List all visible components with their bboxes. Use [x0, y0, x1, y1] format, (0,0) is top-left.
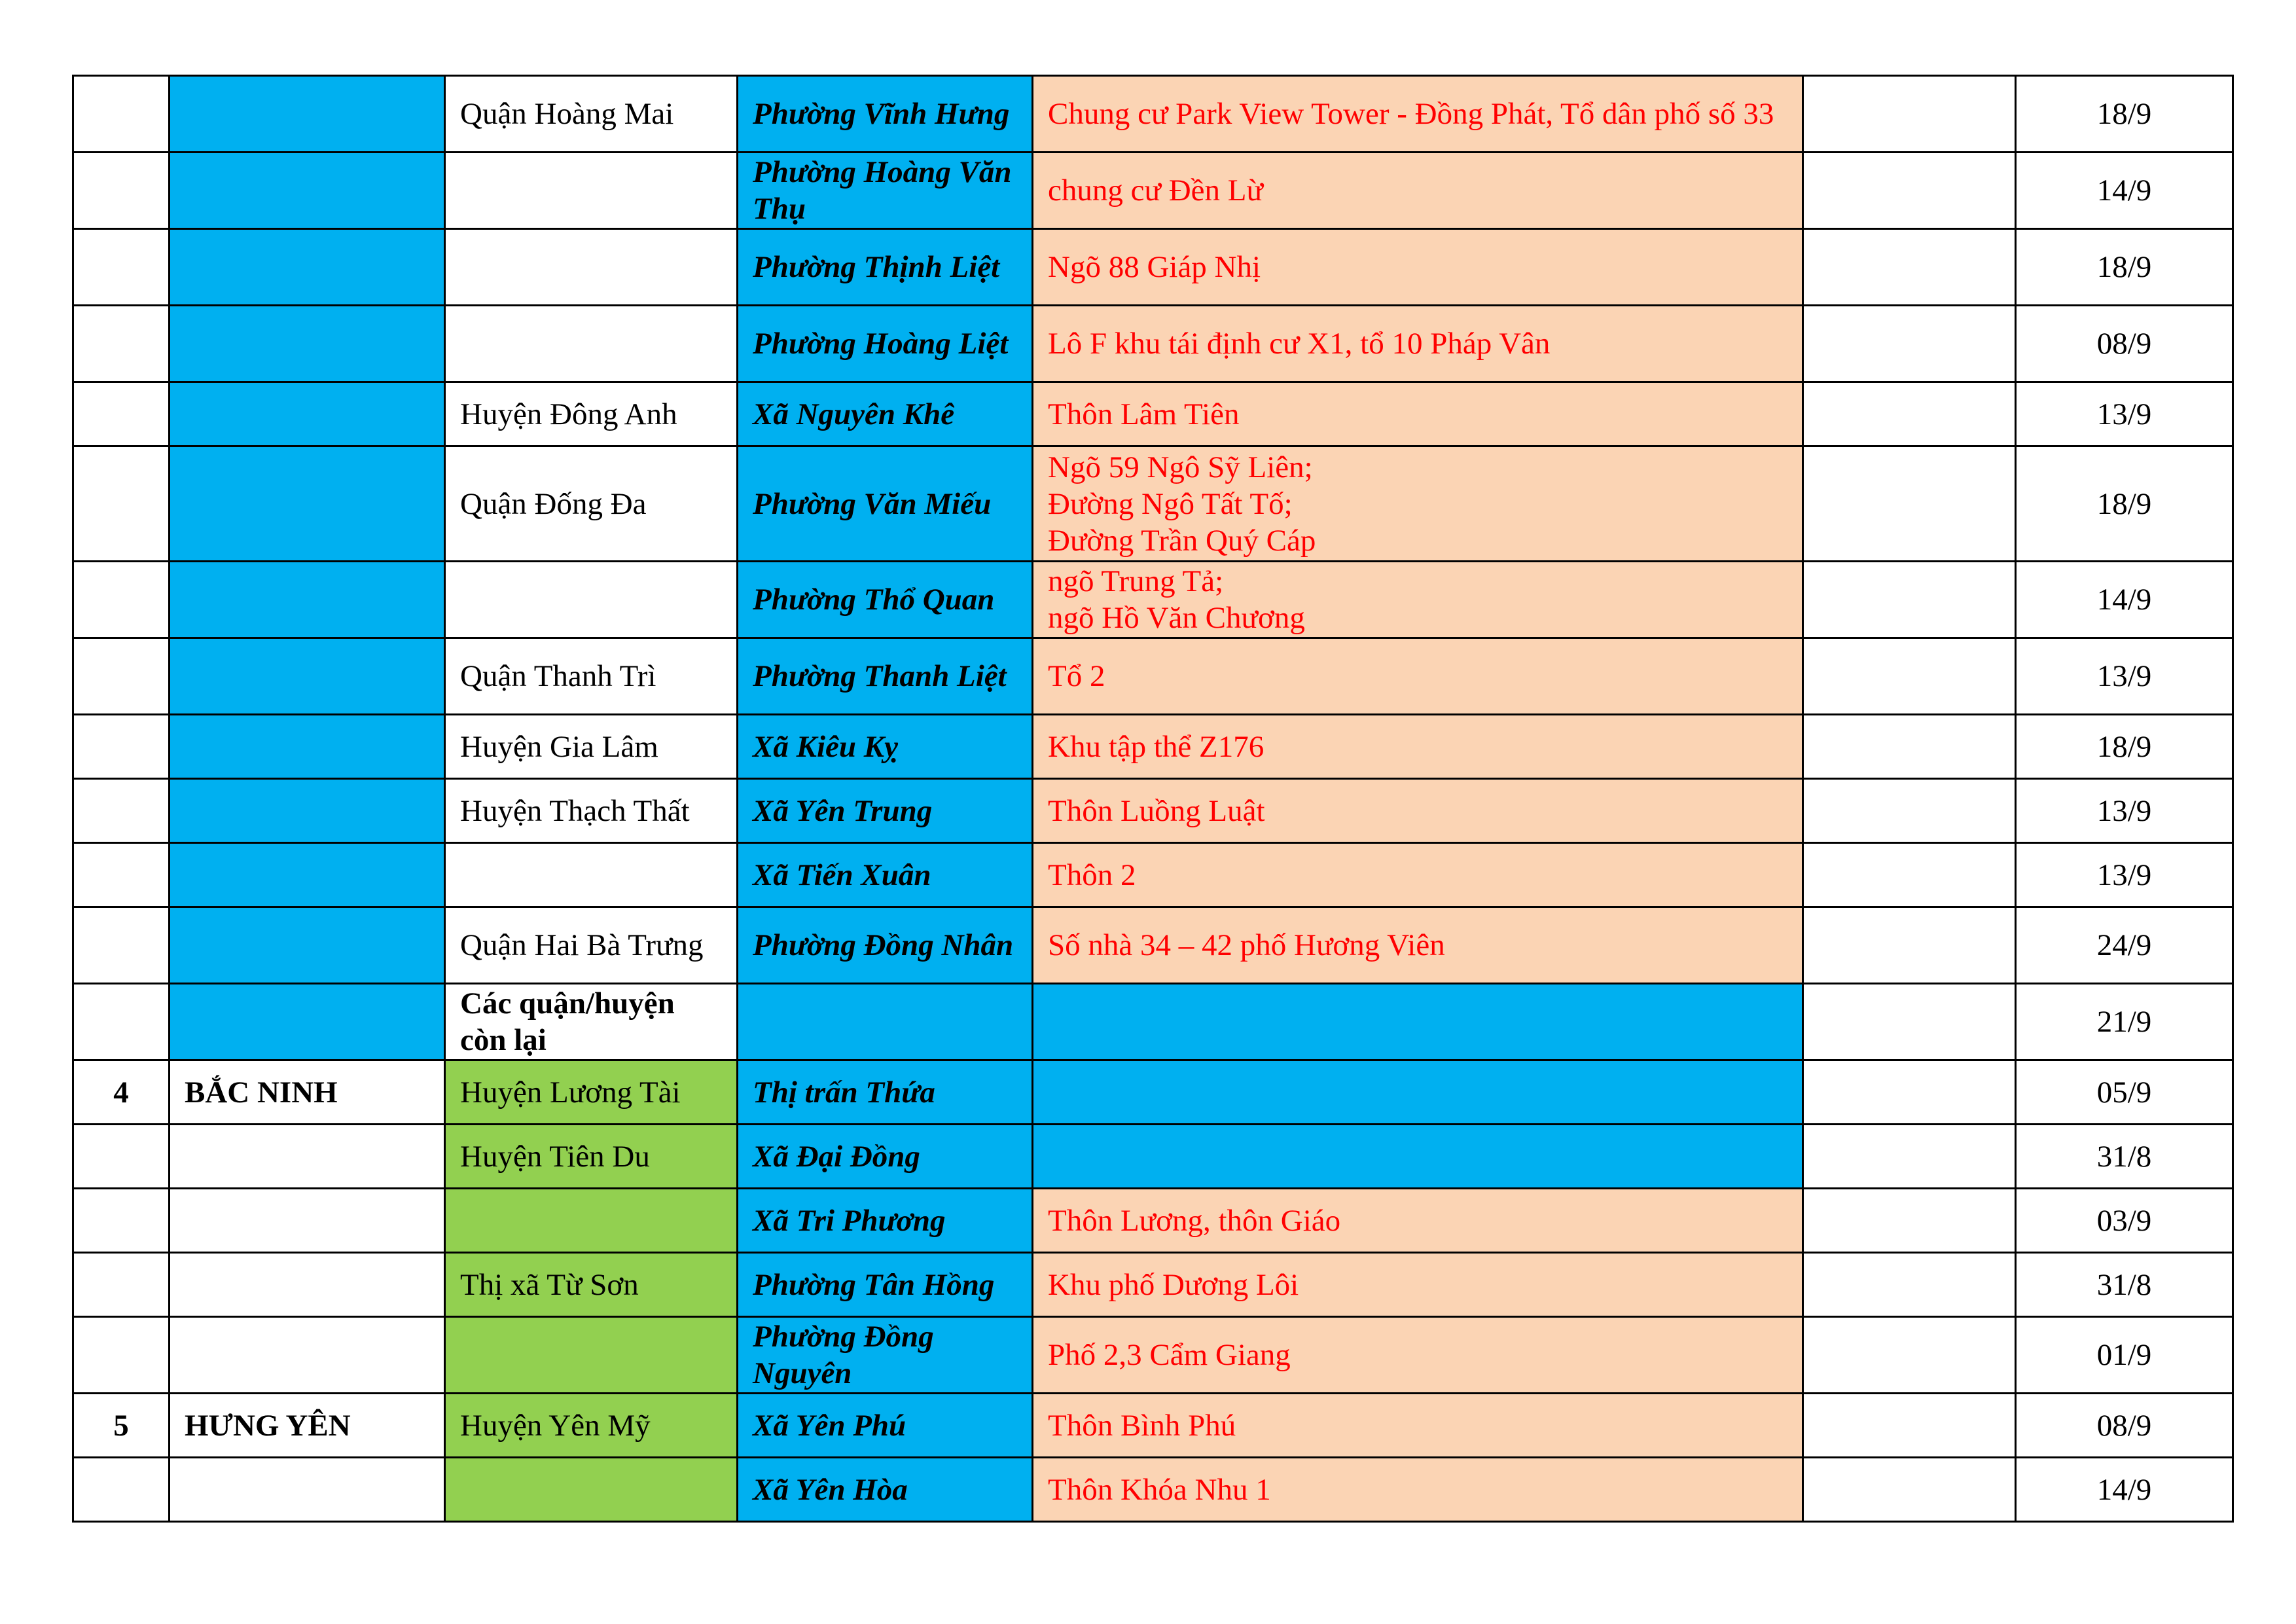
cell-stt [73, 306, 170, 382]
cell-province [170, 153, 445, 229]
cell-stt [73, 638, 170, 715]
cell-area: Số nhà 34 – 42 phố Hương Viên [1033, 907, 1803, 984]
cell-ward: Phường Thổ Quan [738, 562, 1033, 638]
cell-district [445, 306, 738, 382]
cell-empty [1803, 984, 2016, 1060]
cell-ward: Phường Thịnh Liệt [738, 229, 1033, 306]
table-row [73, 843, 2233, 907]
cell-area [1033, 984, 1803, 1060]
cell-area: Tổ 2 [1033, 638, 1803, 715]
cell-stt [73, 1125, 170, 1189]
cell-stt [73, 382, 170, 446]
cell-district: Các quận/huyện còn lại [445, 984, 738, 1060]
cell-empty [1803, 1060, 2016, 1125]
cell-district: Huyện Yên Mỹ [445, 1394, 738, 1458]
cell-province [170, 562, 445, 638]
cell-province [170, 1458, 445, 1522]
cell-date: 31/8 [2016, 1125, 2233, 1189]
table-row [73, 306, 2233, 382]
cell-stt [73, 76, 170, 153]
table-row [73, 984, 2233, 1060]
cell-ward: Thị trấn Thứa [738, 1060, 1033, 1125]
cell-district [445, 153, 738, 229]
table-row [73, 1317, 2233, 1394]
cell-stt [73, 1189, 170, 1253]
table-row [73, 638, 2233, 715]
table-row [73, 76, 2233, 153]
cell-area: Ngõ 59 Ngô Sỹ Liên; Đường Ngô Tất Tố; Đường Trần Quý Cáp [1033, 446, 1803, 562]
cell-date: 14/9 [2016, 1458, 2233, 1522]
cell-empty [1803, 76, 2016, 153]
cell-district [445, 1458, 738, 1522]
cell-province [170, 382, 445, 446]
cell-stt [73, 562, 170, 638]
cell-district: Thị xã Từ Sơn [445, 1253, 738, 1317]
cell-date: 18/9 [2016, 715, 2233, 779]
table-row [73, 1125, 2233, 1189]
cell-district [445, 229, 738, 306]
cell-date: 01/9 [2016, 1317, 2233, 1394]
cell-empty [1803, 715, 2016, 779]
cell-district [445, 843, 738, 907]
cell-date: 14/9 [2016, 153, 2233, 229]
cell-stt [73, 715, 170, 779]
table-row [73, 1060, 2233, 1125]
cell-ward: Xã Yên Trung [738, 779, 1033, 843]
cell-province [170, 715, 445, 779]
cell-empty [1803, 1125, 2016, 1189]
cell-area: Lô F khu tái định cư X1, tổ 10 Pháp Vân [1033, 306, 1803, 382]
cell-stt: 4 [73, 1060, 170, 1125]
table-row [73, 1189, 2233, 1253]
cell-stt [73, 229, 170, 306]
cell-district: Huyện Đông Anh [445, 382, 738, 446]
cell-area [1033, 1125, 1803, 1189]
cell-district [445, 562, 738, 638]
cell-empty [1803, 1189, 2016, 1253]
cell-stt [73, 843, 170, 907]
cell-date: 13/9 [2016, 843, 2233, 907]
cell-ward: Phường Hoàng Văn Thụ [738, 153, 1033, 229]
cell-ward: Phường Vĩnh Hưng [738, 76, 1033, 153]
cell-province [170, 1189, 445, 1253]
cell-ward: Xã Yên Hòa [738, 1458, 1033, 1522]
cell-stt [73, 779, 170, 843]
cell-empty [1803, 382, 2016, 446]
cell-date: 18/9 [2016, 446, 2233, 562]
cell-province [170, 306, 445, 382]
cell-district: Quận Hoàng Mai [445, 76, 738, 153]
cell-ward: Phường Đồng Nguyên [738, 1317, 1033, 1394]
cell-district: Huyện Tiên Du [445, 1125, 738, 1189]
table-row [73, 1458, 2233, 1522]
cell-ward: Phường Tân Hồng [738, 1253, 1033, 1317]
cell-province [170, 779, 445, 843]
table-row [73, 779, 2233, 843]
cell-empty [1803, 1458, 2016, 1522]
cell-empty [1803, 843, 2016, 907]
table-row [73, 153, 2233, 229]
cell-date: 21/9 [2016, 984, 2233, 1060]
cell-date: 18/9 [2016, 76, 2233, 153]
cell-stt [73, 446, 170, 562]
cell-empty [1803, 1317, 2016, 1394]
cell-ward: Phường Văn Miếu [738, 446, 1033, 562]
cell-district: Quận Đống Đa [445, 446, 738, 562]
cell-province: HƯNG YÊN [170, 1394, 445, 1458]
cell-area: Thôn Lương, thôn Giáo [1033, 1189, 1803, 1253]
cell-date: 05/9 [2016, 1060, 2233, 1125]
cell-district: Huyện Lương Tài [445, 1060, 738, 1125]
cell-province [170, 843, 445, 907]
cell-province [170, 76, 445, 153]
table-body [73, 76, 2233, 1522]
cell-ward: Phường Thanh Liệt [738, 638, 1033, 715]
cell-area: chung cư Đền Lừ [1033, 153, 1803, 229]
cell-district [445, 1317, 738, 1394]
cell-stt [73, 984, 170, 1060]
table-row [73, 229, 2233, 306]
table-row [73, 446, 2233, 562]
cell-date: 18/9 [2016, 229, 2233, 306]
cell-ward: Xã Kiêu Kỵ [738, 715, 1033, 779]
cell-date: 03/9 [2016, 1189, 2233, 1253]
table-row [73, 1394, 2233, 1458]
cell-ward: Xã Yên Phú [738, 1394, 1033, 1458]
cell-empty [1803, 638, 2016, 715]
cell-empty [1803, 153, 2016, 229]
cell-stt [73, 1317, 170, 1394]
table-row [73, 562, 2233, 638]
cell-area: Thôn Lâm Tiên [1033, 382, 1803, 446]
table-row [73, 907, 2233, 984]
cell-empty [1803, 229, 2016, 306]
table-row [73, 1253, 2233, 1317]
cell-ward [738, 984, 1033, 1060]
cell-date: 14/9 [2016, 562, 2233, 638]
cell-ward: Phường Đồng Nhân [738, 907, 1033, 984]
cell-area: Thôn Luồng Luật [1033, 779, 1803, 843]
cell-ward: Xã Tiến Xuân [738, 843, 1033, 907]
cell-date: 08/9 [2016, 306, 2233, 382]
cell-area: ngõ Trung Tả; ngõ Hồ Văn Chương [1033, 562, 1803, 638]
table-row [73, 382, 2233, 446]
cell-district: Huyện Thạch Thất [445, 779, 738, 843]
cell-date: 13/9 [2016, 382, 2233, 446]
cell-province [170, 229, 445, 306]
cell-empty [1803, 562, 2016, 638]
table-row [73, 715, 2233, 779]
cell-empty [1803, 446, 2016, 562]
cell-district: Huyện Gia Lâm [445, 715, 738, 779]
cell-empty [1803, 1253, 2016, 1317]
cell-district: Quận Hai Bà Trưng [445, 907, 738, 984]
cell-stt [73, 153, 170, 229]
cell-stt [73, 1253, 170, 1317]
cell-province [170, 907, 445, 984]
cell-ward: Xã Nguyên Khê [738, 382, 1033, 446]
cell-area: Khu tập thể Z176 [1033, 715, 1803, 779]
cell-province [170, 1253, 445, 1317]
cell-area: Phố 2,3 Cẩm Giang [1033, 1317, 1803, 1394]
cell-date: 13/9 [2016, 638, 2233, 715]
outbreak-area-table [72, 75, 2234, 1523]
cell-stt [73, 907, 170, 984]
cell-ward: Xã Tri Phương [738, 1189, 1033, 1253]
cell-ward: Xã Đại Đồng [738, 1125, 1033, 1189]
cell-date: 08/9 [2016, 1394, 2233, 1458]
cell-ward: Phường Hoàng Liệt [738, 306, 1033, 382]
cell-empty [1803, 306, 2016, 382]
cell-province [170, 1317, 445, 1394]
cell-district [445, 1189, 738, 1253]
cell-stt: 5 [73, 1394, 170, 1458]
cell-province [170, 446, 445, 562]
cell-district: Quận Thanh Trì [445, 638, 738, 715]
cell-date: 24/9 [2016, 907, 2233, 984]
cell-area [1033, 1060, 1803, 1125]
cell-province [170, 1125, 445, 1189]
cell-stt [73, 1458, 170, 1522]
cell-province: BẮC NINH [170, 1060, 445, 1125]
cell-area: Ngõ 88 Giáp Nhị [1033, 229, 1803, 306]
cell-empty [1803, 907, 2016, 984]
cell-area: Chung cư Park View Tower - Đồng Phát, Tổ dân phố số 33 [1033, 76, 1803, 153]
cell-area: Thôn Bình Phú [1033, 1394, 1803, 1458]
cell-empty [1803, 779, 2016, 843]
cell-empty [1803, 1394, 2016, 1458]
cell-province [170, 984, 445, 1060]
cell-area: Thôn Khóa Nhu 1 [1033, 1458, 1803, 1522]
cell-date: 31/8 [2016, 1253, 2233, 1317]
cell-area: Khu phố Dương Lôi [1033, 1253, 1803, 1317]
cell-date: 13/9 [2016, 779, 2233, 843]
cell-area: Thôn 2 [1033, 843, 1803, 907]
cell-province [170, 638, 445, 715]
